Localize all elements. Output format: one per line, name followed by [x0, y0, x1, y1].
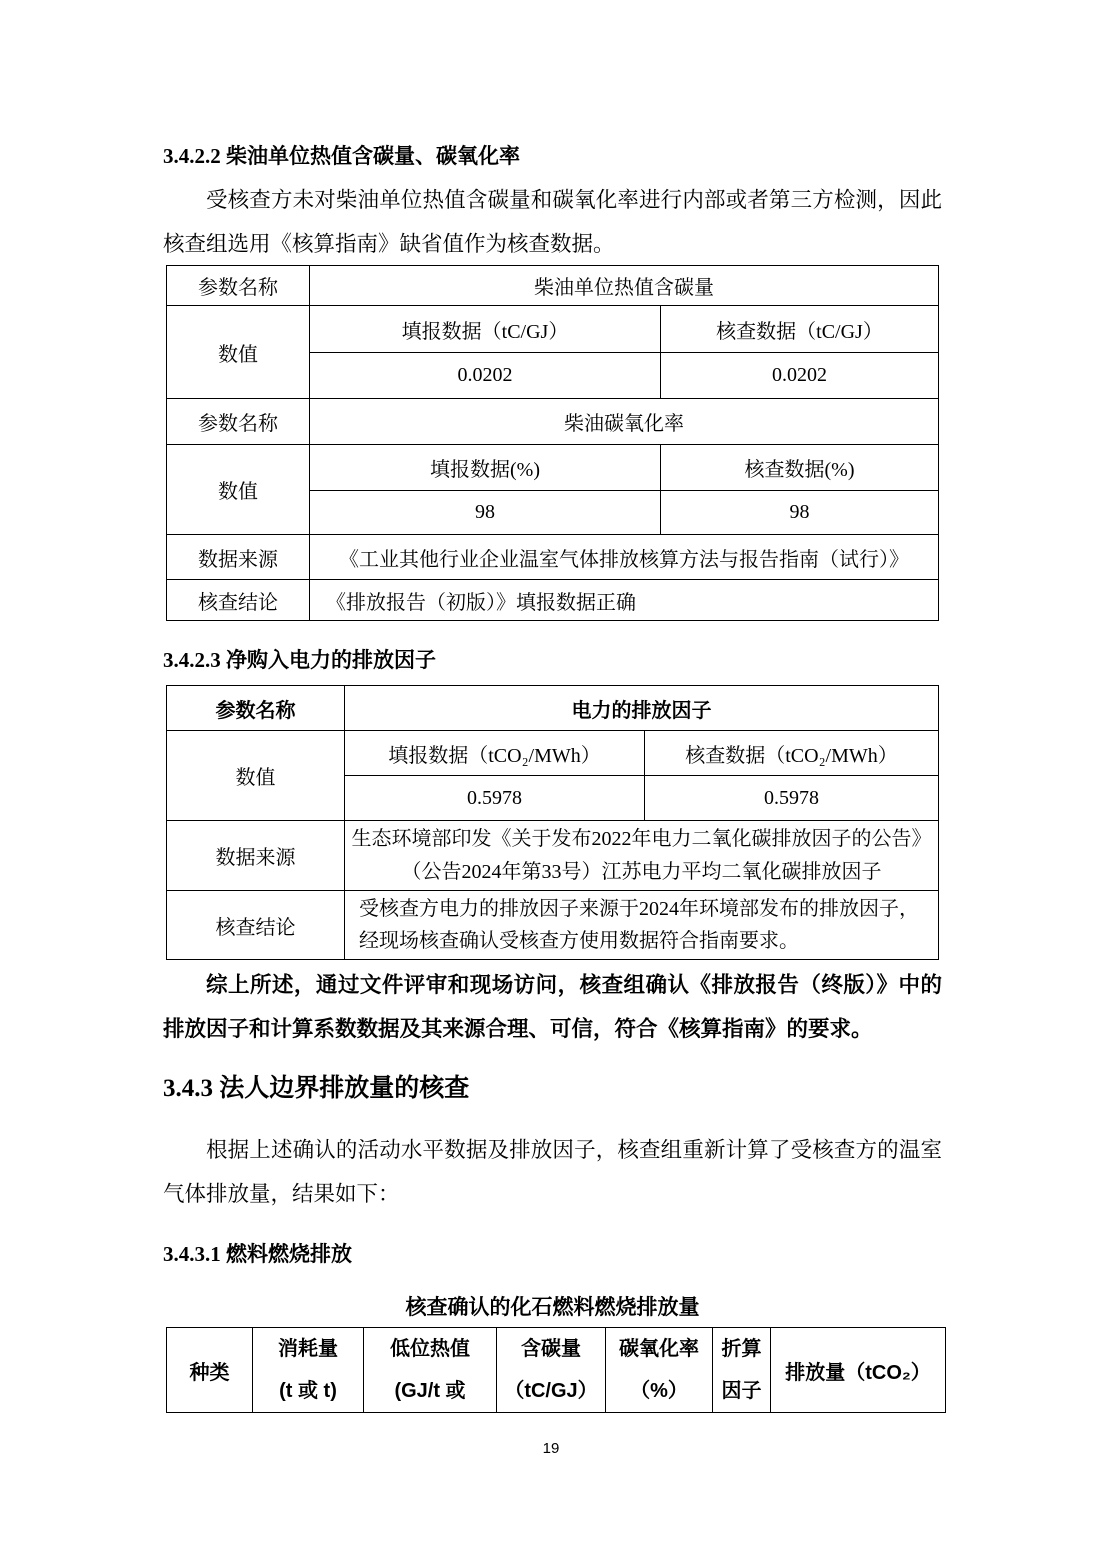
section-heading-3423: 3.4.2.3 净购入电力的排放因子 [163, 648, 436, 672]
table-row [167, 891, 939, 960]
diesel-parameter-table [166, 265, 939, 621]
t3-header-conversion-factor [713, 1328, 771, 1413]
t1-verified-value-2: 98 [661, 491, 939, 535]
t1-conclusion-label: 核查结论 [167, 580, 310, 621]
t2-source-line2: （公告2024年第33号）江苏电力平均二氧化碳排放因子 [401, 860, 882, 883]
summary-paragraph: 综上所述，通过文件评审和现场访问，核查组确认《排放报告（终版）》中的排放因子和计算系数数据及其来源合理、可信，符合《核算指南》的要求。 [163, 973, 942, 1041]
fuel-combustion-table [166, 1327, 946, 1413]
spacer [497, 1361, 605, 1379]
t3-header-carbon-content [497, 1328, 606, 1413]
table-row [167, 266, 939, 306]
paragraph-recalculation: 根据上述确认的活动水平数据及排放因子，核查组重新计算了受核查方的温室气体排放量，结果如下： [163, 1138, 942, 1206]
fuel-table-title: 核查确认的化石燃料燃烧排放量 [405, 1296, 700, 1319]
t1-reported-header-1: 填报数据（tC/GJ） [310, 306, 661, 353]
t2-conclusion-label: 核查结论 [167, 891, 345, 960]
table-row [167, 686, 939, 731]
t2-verified-header: 核查数据（tCO₂/MWh） [645, 731, 939, 776]
t1-param-label-2: 参数名称 [167, 399, 310, 445]
t3-header-oxidation-rate [606, 1328, 713, 1413]
t2-value-label: 数值 [167, 731, 345, 821]
table-header-row [167, 1328, 946, 1413]
table-row [167, 445, 939, 491]
table-row [167, 821, 939, 891]
t3-header-carbon-content-line1: 含碳量 [521, 1338, 581, 1360]
t1-param-value-2: 柴油碳氧化率 [310, 399, 939, 445]
paragraph-diesel-default: 受核查方未对柴油单位热值含碳量和碳氧化率进行内部或者第三方检测，因此核查组选用《核算指南》缺省值作为核查数据。 [163, 188, 942, 256]
t2-param-label: 参数名称 [167, 686, 345, 731]
t2-source-label: 数据来源 [167, 821, 345, 891]
t1-param-value-1: 柴油单位热值含碳量 [310, 266, 939, 306]
t2-verified-value: 0.5978 [645, 776, 939, 821]
t1-conclusion-value: 《排放报告（初版）》填报数据正确 [310, 580, 939, 621]
spacer [364, 1361, 496, 1379]
section-heading-3431: 3.4.3.1 燃料燃烧排放 [163, 1242, 352, 1266]
t1-reported-value-2: 98 [310, 491, 661, 535]
t2-source-value [345, 821, 939, 891]
t2-reported-header: 填报数据（tCO₂/MWh） [345, 731, 645, 776]
t1-verified-header-2: 核查数据(%) [661, 445, 939, 491]
t3-header-oxidation-rate-line2: （%） [630, 1380, 688, 1402]
t2-source-line1: 生态环境部印发《关于发布2022年电力二氧化碳排放因子的公告》 [351, 827, 932, 850]
table-row [167, 731, 939, 776]
table-row [167, 535, 939, 580]
t3-header-consumption-line2: (t 或 t) [279, 1380, 337, 1402]
t3-header-consumption-line1: 消耗量 [278, 1338, 338, 1360]
t1-reported-header-2: 填报数据(%) [310, 445, 661, 491]
t3-header-heating-value-line1: 低位热值 [390, 1338, 470, 1360]
t3-header-heating-value-line2: (GJ/t 或 [394, 1380, 466, 1402]
t1-param-label-1: 参数名称 [167, 266, 310, 306]
t3-header-type: 种类 [167, 1328, 253, 1413]
t3-header-consumption [253, 1328, 364, 1413]
t2-param-value: 电力的排放因子 [345, 686, 939, 731]
t3-header-carbon-content-line2: （tC/GJ） [504, 1380, 598, 1402]
section-heading-3422: 3.4.2.2 柴油单位热值含碳量、碳氧化率 [163, 144, 520, 168]
t3-header-oxidation-rate-line1: 碳氧化率 [619, 1338, 699, 1360]
t2-reported-value: 0.5978 [345, 776, 645, 821]
table-row [167, 306, 939, 353]
spacer [253, 1361, 363, 1379]
page-number: 19 [542, 1440, 560, 1457]
t1-reported-value-1: 0.0202 [310, 353, 661, 399]
t1-verified-value-1: 0.0202 [661, 353, 939, 399]
t3-header-conversion-factor-line2: 因子 [721, 1380, 762, 1402]
t2-conclusion-value: 受核查方电力的排放因子来源于2024年环境部发布的排放因子，经现场核查确认受核查方使用数据符合指南要求。 [345, 891, 939, 960]
t3-header-conversion-factor-line1: 折算 [721, 1338, 762, 1360]
t3-header-heating-value [364, 1328, 497, 1413]
t1-source-label: 数据来源 [167, 535, 310, 580]
electricity-factor-table [166, 685, 939, 960]
t1-value-label-2: 数值 [167, 445, 310, 535]
t3-header-emission: 排放量（tCO₂） [771, 1328, 946, 1413]
section-heading-343: 3.4.3 法人边界排放量的核查 [163, 1075, 470, 1102]
table-row [167, 580, 939, 621]
spacer [606, 1361, 712, 1379]
t1-value-label-1: 数值 [167, 306, 310, 399]
t1-source-value: 《工业其他行业企业温室气体排放核算方法与报告指南（试行）》 [310, 535, 939, 580]
spacer [713, 1361, 770, 1379]
table-row [167, 399, 939, 445]
t1-verified-header-1: 核查数据（tC/GJ） [661, 306, 939, 353]
